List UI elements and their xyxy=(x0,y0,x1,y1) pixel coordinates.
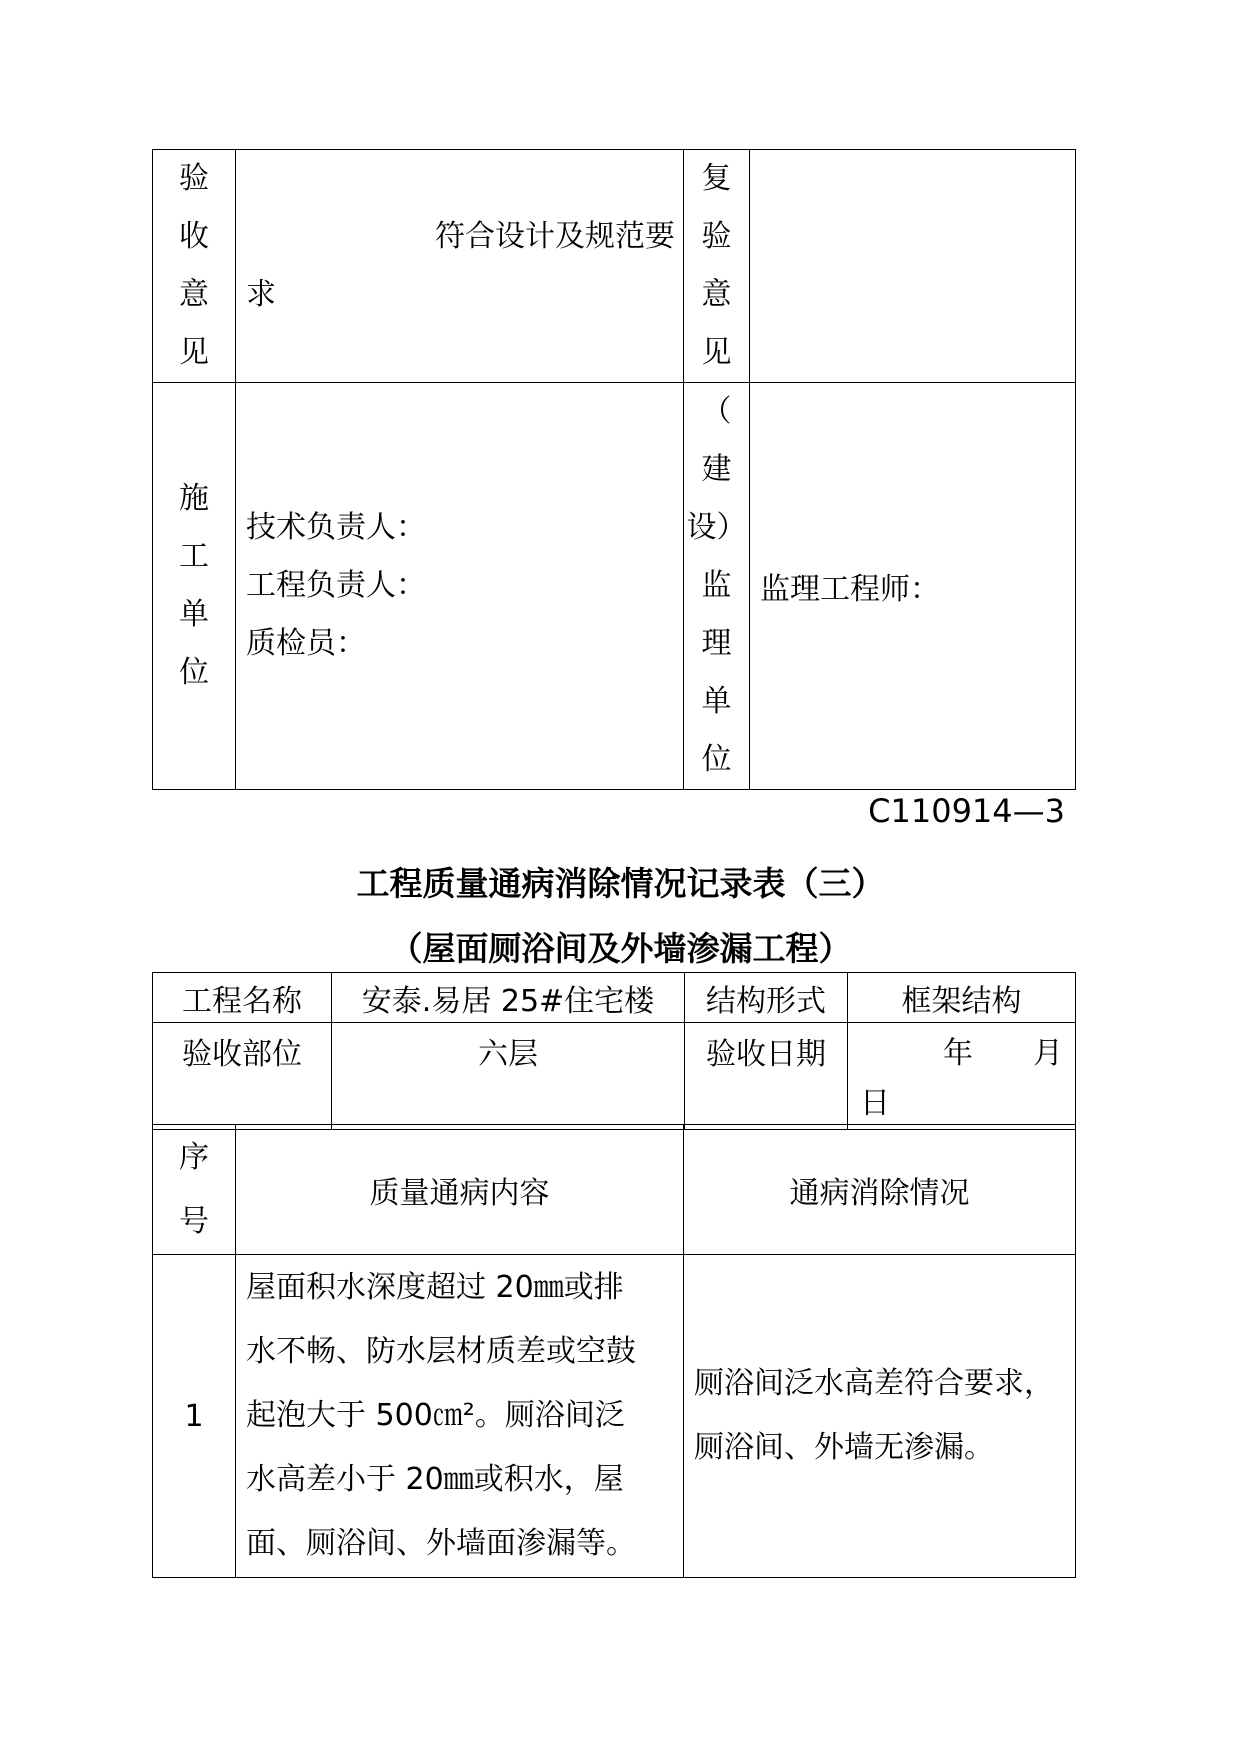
acceptance-opinion-label: 验 收 意 见 xyxy=(153,150,236,383)
content-line: 水高差小于 20㎜或积水，屋 xyxy=(246,1462,624,1497)
seq-header: 序 号 xyxy=(153,1125,236,1255)
recheck-opinion-label: 复 验 意 见 xyxy=(684,150,750,383)
project-info-table xyxy=(152,972,1076,1130)
defects-table xyxy=(152,1124,1076,1578)
content-cell xyxy=(236,1255,684,1578)
structure-label: 结构形式 xyxy=(685,973,848,1023)
acceptance-part-label: 验收部位 xyxy=(153,1023,332,1130)
page-title: 工程质量通病消除情况记录表（三） xyxy=(356,864,885,903)
construction-unit-label: 施 工 单 位 xyxy=(153,383,236,790)
content-line: 屋面积水深度超过 20㎜或排 xyxy=(246,1270,624,1305)
status-cell xyxy=(684,1255,1076,1578)
acceptance-opinion-line1: 符合设计及规范要 xyxy=(435,219,675,254)
status-line: 厕浴间泛水高差符合要求， xyxy=(694,1366,1054,1401)
content-line: 面、厕浴间、外墙面渗漏等。 xyxy=(246,1526,636,1561)
date-year-month: 年 月 xyxy=(943,1036,1063,1071)
qc-inspector-field: 质检员： xyxy=(246,626,366,661)
recheck-opinion-cell xyxy=(750,150,1076,383)
project-name-label: 工程名称 xyxy=(153,973,332,1023)
supervising-engineer-field: 监理工程师： xyxy=(750,383,1076,790)
acceptance-opinion-line2: 求 xyxy=(246,277,276,312)
acceptance-opinion-cell xyxy=(236,150,684,383)
seq-cell: 1 xyxy=(153,1255,236,1578)
table-row xyxy=(153,1255,1076,1578)
structure-value: 框架结构 xyxy=(848,973,1076,1023)
content-line: 起泡大于 500㎝²。厕浴间泛 xyxy=(246,1398,625,1433)
supervision-unit-label: （ 建 设） 监 理 单 位 xyxy=(684,383,750,790)
content-header: 质量通病内容 xyxy=(236,1125,684,1255)
acceptance-date-value xyxy=(848,1023,1076,1130)
acceptance-opinion-table xyxy=(152,149,1076,790)
construction-signatures xyxy=(236,383,684,790)
tech-lead-field: 技术负责人： xyxy=(246,510,426,545)
acceptance-part-value: 六层 xyxy=(332,1023,685,1130)
content-line: 水不畅、防水层材质差或空鼓 xyxy=(246,1334,636,1369)
date-day: 日 xyxy=(860,1086,890,1121)
project-lead-field: 工程负责人： xyxy=(246,568,426,603)
status-header: 通病消除情况 xyxy=(684,1125,1076,1255)
page-subtitle: （屋面厕浴间及外墙渗漏工程） xyxy=(389,929,852,968)
project-name-value: 安泰.易居 25#住宅楼 xyxy=(332,973,685,1023)
status-line: 厕浴间、外墙无渗漏。 xyxy=(694,1430,994,1465)
acceptance-date-label: 验收日期 xyxy=(685,1023,848,1130)
doc-code: C110914—3 xyxy=(868,792,1065,830)
